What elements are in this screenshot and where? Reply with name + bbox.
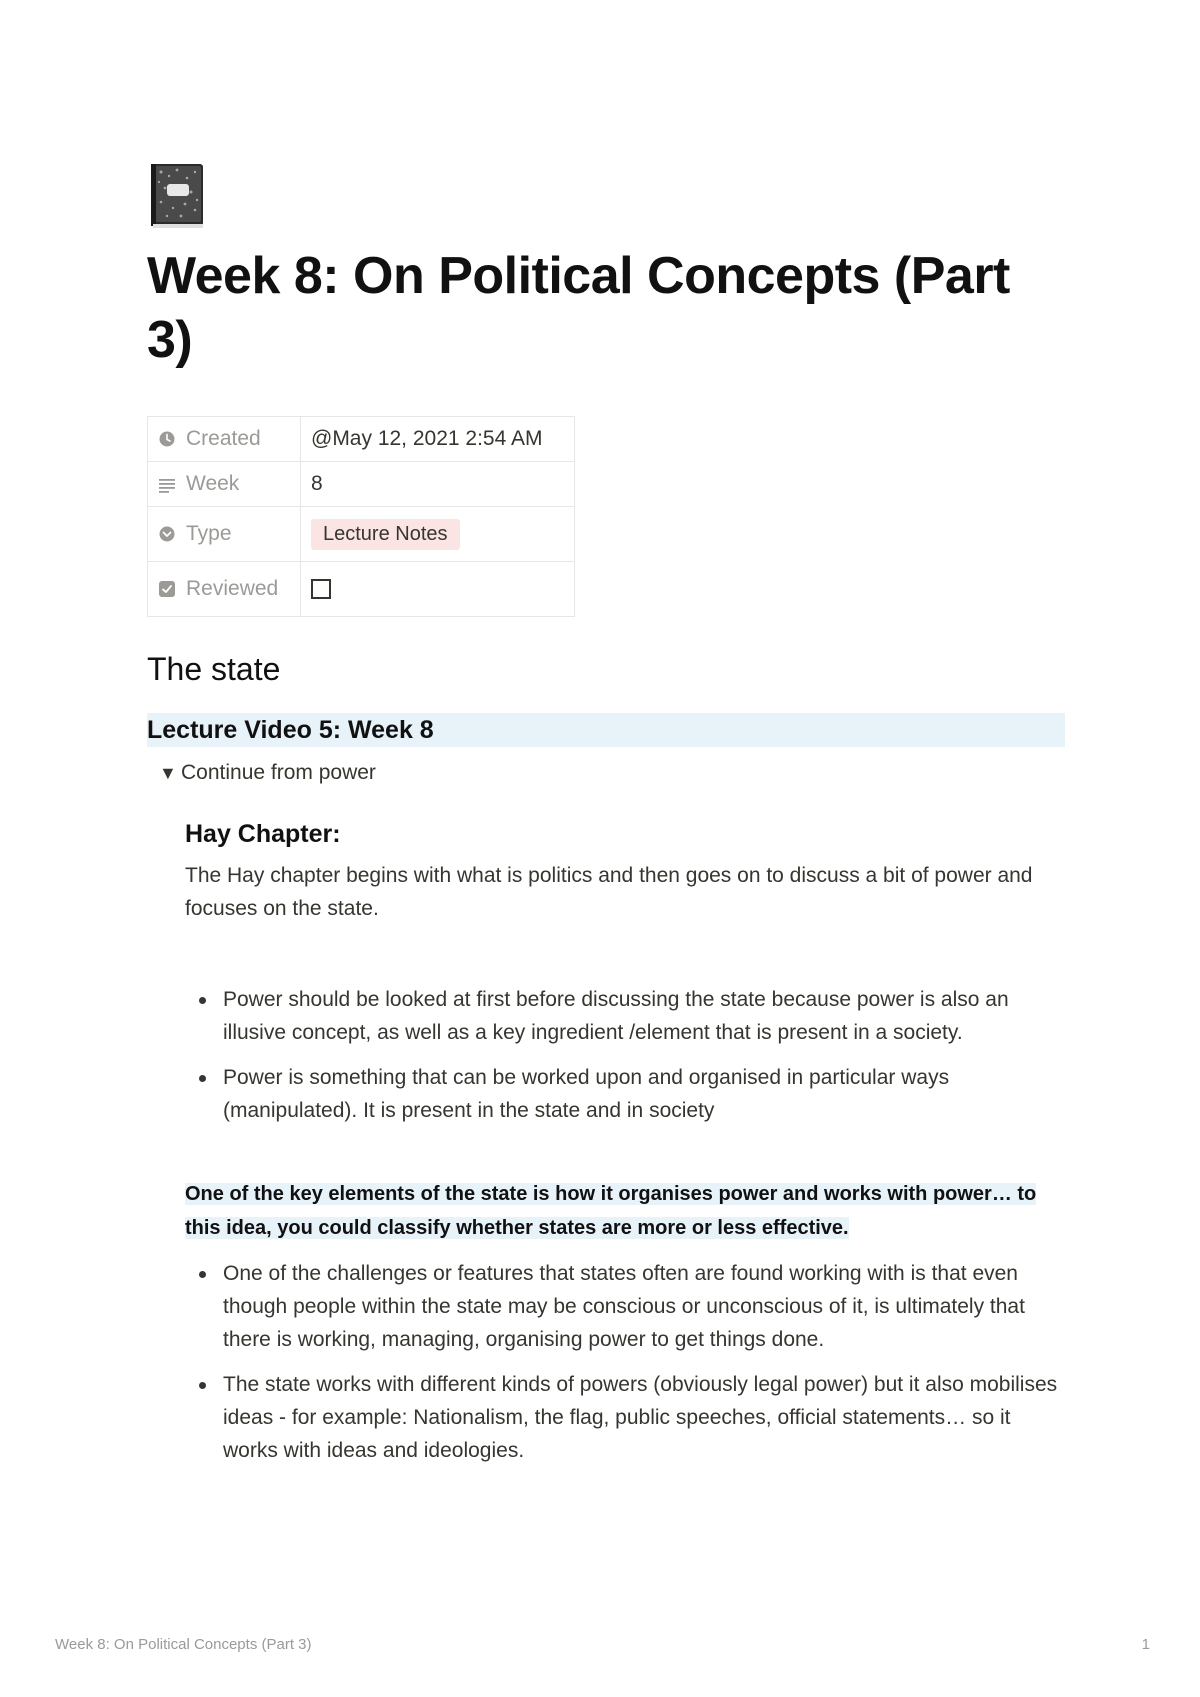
property-row-type: [148, 507, 575, 562]
property-key: Created: [148, 417, 301, 462]
notebook-icon: [147, 158, 209, 230]
footer-title: Week 8: On Political Concepts (Part 3): [55, 1636, 312, 1653]
type-value[interactable]: [301, 507, 575, 562]
week-value[interactable]: 8: [301, 462, 575, 507]
property-row-reviewed: [148, 562, 575, 617]
bullet-list-2: [185, 1257, 1065, 1467]
reviewed-checkbox[interactable]: [311, 579, 331, 599]
subheading: Hay Chapter:: [185, 820, 341, 848]
bullet-list-1: [185, 983, 1065, 1127]
text-lines-icon: [158, 475, 176, 493]
clock-icon: [158, 430, 176, 448]
toggle-label: Continue from power: [181, 761, 376, 784]
toggle-block[interactable]: [159, 759, 1065, 787]
section-heading: The state: [147, 651, 281, 687]
intro-paragraph: The Hay chapter begins with what is politics and then goes on to discuss a bit of power and focuses on the state.: [185, 864, 1033, 920]
page-content: [147, 158, 1065, 1467]
select-icon: [158, 525, 176, 543]
reviewed-value: [301, 562, 575, 617]
list-item: Power is something that can be worked upon and organised in particular ways (manipulated). It is present in the state and in society: [185, 1061, 1065, 1127]
triangle-down-icon[interactable]: ▼: [159, 763, 177, 783]
highlighted-bold-text: One of the key elements of the state is how it organises power and works with power… to this idea, you could classify whether states are more or less effective.: [185, 1183, 1037, 1239]
property-row-week: [148, 462, 575, 507]
page-title: Week 8: On Political Concepts (Part 3): [147, 247, 1010, 369]
page-number: 1: [1141, 1636, 1150, 1653]
property-key: Type: [148, 507, 301, 562]
properties-table: [147, 416, 575, 617]
property-row-created: [148, 417, 575, 462]
highlight-heading: Lecture Video 5: Week 8: [147, 713, 1065, 747]
list-item: Power should be looked at first before discussing the state because power is also an illusive concept, as well as a key ingredient /element that is present in a society.: [185, 983, 1065, 1049]
type-tag[interactable]: Lecture Notes: [311, 519, 460, 550]
property-key: Reviewed: [148, 562, 301, 617]
toggle-content: [185, 817, 1065, 1467]
checkbox-icon: [158, 580, 176, 598]
property-key: Week: [148, 462, 301, 507]
created-value[interactable]: @May 12, 2021 2:54 AM: [301, 417, 575, 462]
list-item: The state works with different kinds of powers (obviously legal power) but it also mobilises ideas - for example: Nationalism, the flag, public speeches, official statements… so it works with ideas and ideologies.: [185, 1368, 1065, 1467]
list-item: One of the challenges or features that states often are found working with is that even though people within the state may be conscious or unconscious of it, is ultimately that there is working, managing, organising power to get things done.: [185, 1257, 1065, 1356]
